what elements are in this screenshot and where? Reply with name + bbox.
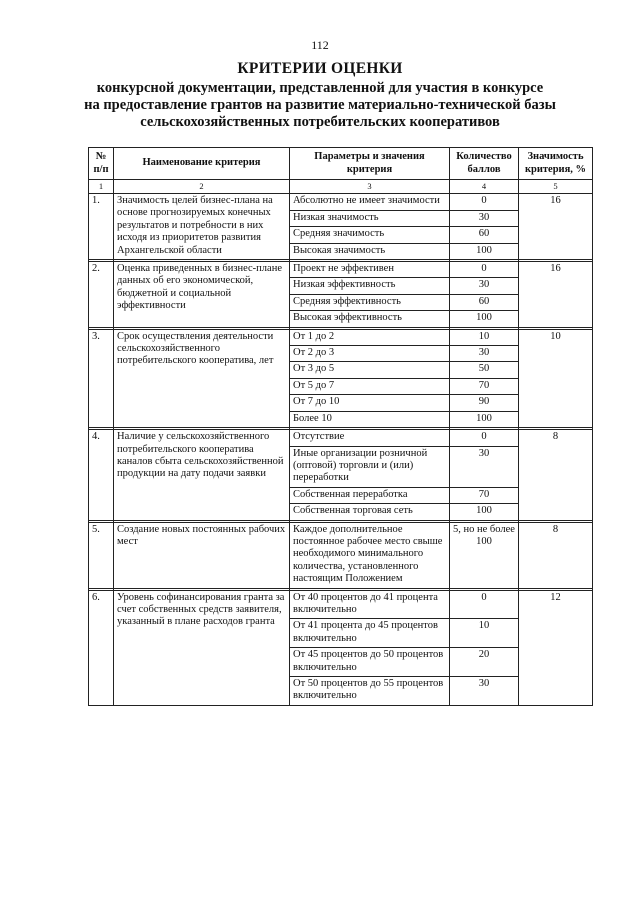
parameter-points: 100 [450, 411, 519, 427]
parameter-points: 30 [450, 210, 519, 227]
table-header-row [89, 148, 593, 180]
parameter-label: Каждое дополнительное постоянное рабочее место свыше необходимого минимального количества, установленного настоящим Положением [290, 522, 450, 588]
column-number: 2 [114, 180, 290, 194]
header-num: № п/п [89, 148, 114, 180]
parameter-label: Собственная переработка [290, 487, 450, 503]
parameter-label: От 2 до 3 [290, 346, 450, 362]
parameter-points: 100 [450, 311, 519, 327]
parameter-label: Высокая эффективность [290, 311, 450, 327]
parameter-label: От 5 до 7 [290, 378, 450, 394]
header-criterion-name: Наименование критерия [114, 148, 290, 180]
criterion-number: 3. [89, 329, 114, 427]
column-number-row [89, 180, 593, 194]
table-row [89, 590, 593, 619]
table-row [89, 522, 593, 588]
parameter-points: 5, но не более 100 [450, 522, 519, 588]
parameter-points: 100 [450, 243, 519, 260]
subtitle-line: сельскохозяйственных потребительских кооперативов [140, 114, 500, 130]
parameter-points: 20 [450, 648, 519, 677]
criterion-name: Значимость целей бизнес-плана на основе прогнозируемых конечных результатов и потребности в них исходя из приоритетов развития Архангельской области [114, 194, 290, 260]
column-number: 4 [450, 180, 519, 194]
header-parameters: Параметры и значения критерия [290, 148, 450, 180]
criteria-table [88, 147, 593, 706]
parameter-label: Иные организации розничной (оптовой) торговли и (или) переработки [290, 446, 450, 487]
criterion-name: Оценка приведенных в бизнес-плане данных об его экономической, бюджетной и социальной эффективности [114, 262, 290, 328]
criterion-name: Срок осуществления деятельности сельскохозяйственного потребительского кооператива, лет [114, 329, 290, 427]
parameter-points: 60 [450, 227, 519, 244]
parameter-points: 30 [450, 346, 519, 362]
parameter-points: 0 [450, 430, 519, 446]
criterion-weight: 12 [519, 590, 593, 705]
parameter-points: 90 [450, 395, 519, 411]
parameter-label: От 41 процента до 45 процентов включительно [290, 619, 450, 648]
parameter-label: Абсолютно не имеет значимости [290, 194, 450, 211]
parameter-points: 0 [450, 590, 519, 619]
parameter-points: 100 [450, 504, 519, 520]
parameter-label: От 40 процентов до 41 процента включительно [290, 590, 450, 619]
parameter-label: Низкая значимость [290, 210, 450, 227]
criterion-weight: 10 [519, 329, 593, 427]
parameter-points: 70 [450, 487, 519, 503]
parameter-label: Проект не эффективен [290, 262, 450, 278]
parameter-points: 70 [450, 378, 519, 394]
parameter-label: Высокая значимость [290, 243, 450, 260]
criterion-name: Наличие у сельскохозяйственного потребительского кооператива каналов сбыта сельскохозяйственной продукции на дату подачи заявки [114, 430, 290, 520]
header-points: Количество баллов [450, 148, 519, 180]
column-number: 5 [519, 180, 593, 194]
subtitle-line: конкурсной документации, представленной для участия в конкурсе [96, 80, 544, 96]
criterion-number: 5. [89, 522, 114, 588]
parameter-label: Низкая эффективность [290, 278, 450, 294]
parameter-label: Средняя значимость [290, 227, 450, 244]
criterion-name: Создание новых постоянных рабочих мест [114, 522, 290, 588]
column-number: 3 [290, 180, 450, 194]
criterion-weight: 16 [519, 194, 593, 260]
parameter-label: Более 10 [290, 411, 450, 427]
criterion-number: 6. [89, 590, 114, 705]
criterion-weight: 16 [519, 262, 593, 328]
page-number: 112 [311, 38, 329, 52]
parameter-points: 10 [450, 619, 519, 648]
column-number: 1 [89, 180, 114, 194]
parameter-points: 30 [450, 677, 519, 706]
table-row [89, 329, 593, 345]
document-subtitle [30, 80, 610, 131]
parameter-points: 60 [450, 294, 519, 310]
criterion-number: 1. [89, 194, 114, 260]
parameter-points: 50 [450, 362, 519, 378]
parameter-label: От 1 до 2 [290, 329, 450, 345]
parameter-label: От 3 до 5 [290, 362, 450, 378]
criterion-number: 4. [89, 430, 114, 520]
criteria-body [89, 194, 593, 706]
parameter-label: От 7 до 10 [290, 395, 450, 411]
subtitle-line: на предоставление грантов на развитие материально-технической базы [84, 97, 556, 113]
parameter-points: 0 [450, 262, 519, 278]
parameter-label: Отсутствие [290, 430, 450, 446]
parameter-points: 30 [450, 278, 519, 294]
header-weight: Значимость критерия, % [519, 148, 593, 180]
criterion-number: 2. [89, 262, 114, 328]
parameter-points: 10 [450, 329, 519, 345]
parameter-points: 0 [450, 194, 519, 211]
table-row [89, 194, 593, 211]
criterion-name: Уровень софинансирования гранта за счет собственных средств заявителя, указанный в плане расходов гранта [114, 590, 290, 705]
parameter-points: 30 [450, 446, 519, 487]
table-row [89, 262, 593, 278]
parameter-label: От 45 процентов до 50 процентов включительно [290, 648, 450, 677]
parameter-label: От 50 процентов до 55 процентов включительно [290, 677, 450, 706]
table-row [89, 430, 593, 446]
parameter-label: Средняя эффективность [290, 294, 450, 310]
parameter-label: Собственная торговая сеть [290, 504, 450, 520]
criterion-weight: 8 [519, 522, 593, 588]
document-title: КРИТЕРИИ ОЦЕНКИ [237, 60, 403, 77]
criterion-weight: 8 [519, 430, 593, 520]
